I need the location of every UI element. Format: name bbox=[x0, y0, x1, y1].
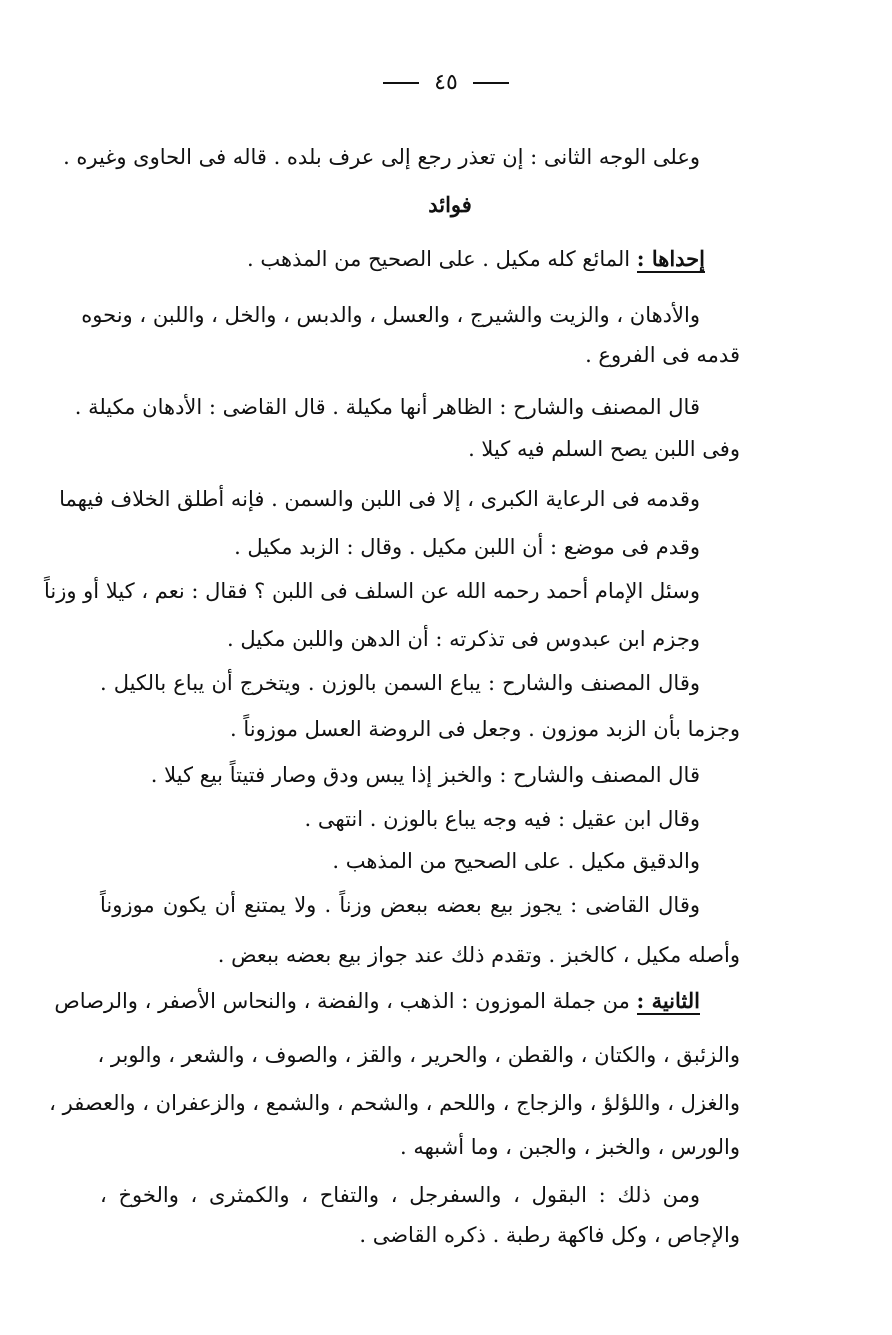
text-line: وجزم ابن عبدوس فى تذكرته : أن الدهن واللبن مكيل . bbox=[227, 627, 700, 651]
text-line: وقدم فى موضع : أن اللبن مكيل . وقال : الزبد مكيل . bbox=[234, 535, 700, 559]
text-line: وقال ابن عقيل : فيه وجه يباع بالوزن . انتهى . bbox=[304, 807, 700, 831]
text-line: الثانية : من جملة الموزون : الذهب ، والفضة ، والنحاس الأصفر ، والرصاص bbox=[54, 988, 700, 1013]
text-line: والورس ، والخبز ، والجبن ، وما أشبهه . bbox=[399, 1135, 740, 1159]
text-line: والزئبق ، والكتان ، والقطن ، والحرير ، والقز ، والصوف ، والشعر ، والوبر ، bbox=[97, 1043, 740, 1067]
paragraph-lead: إحداها : bbox=[636, 246, 705, 271]
text-line: ومن ذلك : البقول ، والسفرجل ، والتفاح ، والكمثرى ، والخوخ ، bbox=[100, 1183, 700, 1207]
text-line: إحداها : المائع كله مكيل . على الصحيح من المذهب . bbox=[247, 246, 705, 271]
text-line: وقدمه فى الرعاية الكبرى ، إلا فى اللبن والسمن . فإنه أطلق الخلاف فيهما bbox=[59, 487, 700, 511]
text-line: وفى اللبن يصح السلم فيه كيلا . bbox=[468, 437, 740, 461]
page-number-dash-left bbox=[473, 82, 509, 84]
text-line: والغزل ، واللؤلؤ ، والزجاج ، واللحم ، والشحم ، والشمع ، والزعفران ، والعصفر ، bbox=[49, 1091, 740, 1115]
page-number-dash-right bbox=[383, 82, 419, 84]
text-line: والدقيق مكيل . على الصحيح من المذهب . bbox=[332, 849, 700, 873]
text-line: وقال القاضى : يجوز بيع بعضه ببعض وزناً . ولا يمتنع أن يكون موزوناً bbox=[100, 893, 700, 917]
text-line: وعلى الوجه الثانى : إن تعذر رجع إلى عرف بلده . قاله فى الحاوى وغيره . bbox=[63, 145, 700, 169]
text-line: قال المصنف والشارح : والخبز إذا يبس ودق وصار فتيتاً بيع كيلا . bbox=[150, 763, 700, 787]
text-line: وسئل الإمام أحمد رحمه الله عن السلف فى اللبن ؟ فقال : نعم ، كيلا أو وزناً bbox=[43, 579, 700, 603]
section-heading: فوائد bbox=[428, 192, 472, 217]
text-line: والإجاص ، وكل فاكهة رطبة . ذكره القاضى . bbox=[359, 1223, 740, 1247]
page-number bbox=[0, 70, 892, 95]
paragraph-lead: الثانية : bbox=[636, 988, 700, 1013]
text-line: والأدهان ، والزيت والشيرج ، والعسل ، والدبس ، والخل ، واللبن ، ونحوه bbox=[81, 303, 700, 327]
text-line: وأصله مكيل ، كالخبز . وتقدم ذلك عند جواز بيع بعضه ببعض . bbox=[217, 943, 740, 967]
text-line: وجزما بأن الزبد موزون . وجعل فى الروضة العسل موزوناً . bbox=[230, 717, 740, 741]
text-line: وقال المصنف والشارح : يباع السمن بالوزن . ويتخرج أن يباع بالكيل . bbox=[100, 671, 700, 695]
page-number-text: ٤٥ bbox=[434, 70, 458, 95]
text-line: قدمه فى الفروع . bbox=[585, 343, 740, 367]
text-line: قال المصنف والشارح : الظاهر أنها مكيلة . قال القاضى : الأدهان مكيلة . bbox=[74, 395, 700, 419]
